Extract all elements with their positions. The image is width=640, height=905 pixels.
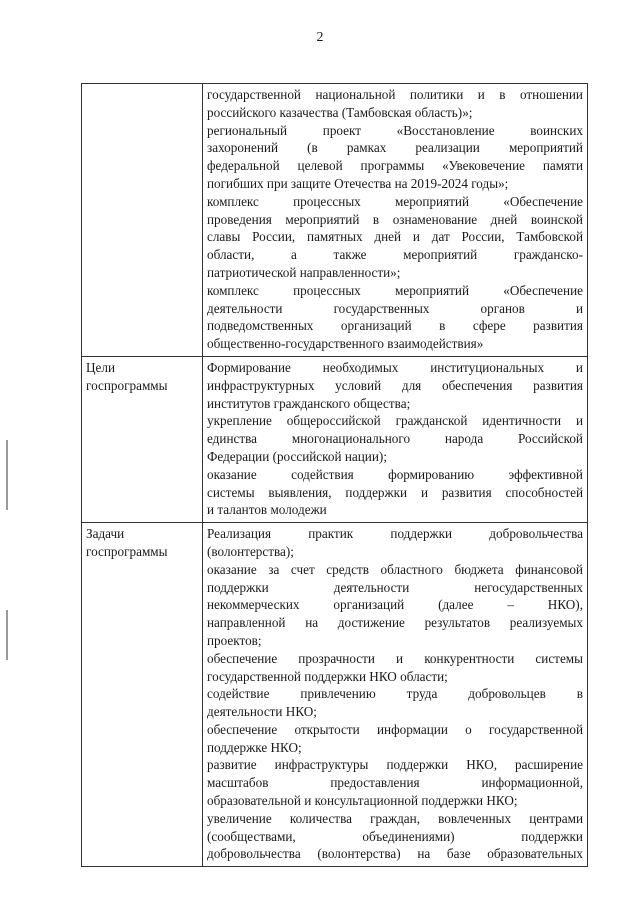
row-label-cell [82,356,203,522]
content-line: региональный проект «Восстановление воинских [207,122,583,138]
content-line: Формирование необходимых институциональных и [207,359,583,375]
content-line: проектов; [207,632,262,648]
content-line: области, а также мероприятий гражданско- [207,247,583,263]
content-line: инфраструктурных условий для обеспечения развития [207,377,583,393]
content-line: некоммерческих организаций (далее – НКО), [207,597,583,613]
program-table [81,83,588,867]
content-line: (волонтерства); [207,543,294,559]
content-line: государственной национальной политики и в отношении [207,87,583,102]
content-line: содействие привлечению труда добровольцев в [207,686,583,702]
row-content-cell [203,84,588,357]
page-number: 2 [316,30,324,45]
table-row [82,523,588,867]
content-line: обеспечение открытости информации о государственной [207,721,583,737]
content-line: государственной поддержки НКО области; [207,668,448,684]
row-label-cell [82,523,203,867]
content-line: (сообществами, объединениями) поддержки [207,828,583,844]
content-line: общественно-государственного взаимодействия» [207,336,484,352]
content-line: захоронений (в рамках реализации мероприятий [207,140,583,156]
content-line: обеспечение прозрачности и конкурентности системы [207,650,583,666]
row-content-cell [203,356,588,522]
content-line: Реализация практик поддержки добровольчества [207,526,583,542]
table-row [82,356,588,522]
content-line: погибших при защите Отечества на 2019-2024 годы»; [207,175,509,191]
content-line: образовательной и консультационной поддержки НКО; [207,793,518,809]
row-label-line: Цели [86,359,116,375]
row-label-line: Задачи [86,526,125,542]
content-line: федеральной целевой программы «Увековечение памяти [207,158,583,174]
content-line: и талантов молодежи [207,502,327,518]
content-line: добровольчества (волонтерства) на базе образовательных [207,846,583,862]
content-line: российского казачества (Тамбовская область)»; [207,104,473,120]
row-label-line: госпрограммы [86,377,168,393]
content-line: подведомственных организаций в сфере развития [207,318,583,334]
binding-mark [6,440,8,510]
content-line: комплекс процессных мероприятий «Обеспечение [207,282,583,298]
content-line: направленной на достижение результатов реализуемых [207,615,583,631]
content-line: единства многонационального народа Российской [207,431,583,447]
table-row [82,84,588,357]
binding-mark [6,610,8,660]
content-line: увеличение количества граждан, вовлеченных центрами [207,810,583,826]
content-line: проведения мероприятий в ознаменование дней воинской [207,211,583,227]
content-line: поддержки деятельности негосударственных [207,579,583,595]
content-line: деятельности государственных органов и [207,300,583,316]
content-line: развитие инфраструктуры поддержки НКО, расширение [207,757,583,773]
row-content-cell [203,523,588,867]
content-line: системы выявления, поддержки и развития способностей [207,484,583,500]
content-line: Федерации (российской нации); [207,448,387,464]
content-line: укрепление общероссийской гражданской идентичности и [207,413,583,429]
content-line: институтов гражданского общества; [207,395,411,411]
content-line: масштабов предоставления информационной, [207,775,583,791]
content-line: оказание за счет средств областного бюджета финансовой [207,561,583,577]
content-line: славы России, памятных дней и дат России, Тамбовской [207,229,583,245]
content-line: деятельности НКО; [207,704,317,720]
content-line: поддержке НКО; [207,739,302,755]
row-label-cell [82,84,203,357]
content-line: патриотической направленности»; [207,264,401,280]
content-line: комплекс процессных мероприятий «Обеспечение [207,193,583,209]
content-line: оказание содействия формированию эффективной [207,466,583,482]
row-label-line: госпрограммы [86,543,168,559]
